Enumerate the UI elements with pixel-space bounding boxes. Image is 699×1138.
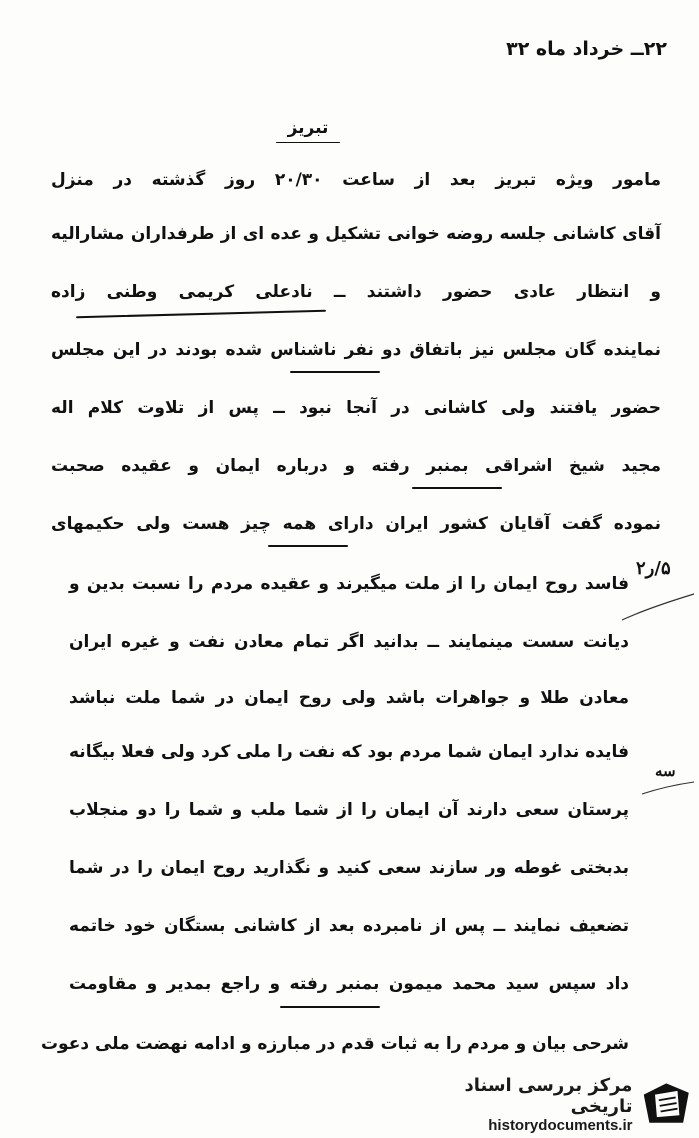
watermark-logo [411,1076,693,1132]
margin-pencil-mark-2 [640,780,696,800]
body-line-10: معادن طلا و جواهرات باشد ولی روح ایمان در شما ملت نباشد [69,688,629,708]
body-line-4: نماینده گان مجلس نیز باتفاق دو نفر ناشناس شده بودند در این مجلس [51,340,661,360]
body-line-13: بدبختی غوطه ور سازند سعی کنید و نگذارید روح ایمان را در شما [69,858,629,878]
title-underline [276,142,340,143]
body-line-15: داد سپس سید محمد میمون بمنبر رفته و راجع بمدیر و مقاومت [69,974,629,994]
body-line-3: و انتظار عادی حضور داشتند ــ نادعلی کریمی وطنی زاده [51,282,661,302]
body-line-7: نموده گفت آقایان کشور ایران دارای همه چیز هست ولی حکیمهای [51,514,661,534]
margin-note-1: ۵/ر۲ [636,558,671,579]
body-line-2: آقای کاشانی جلسه روضه خوانی تشکیل و عده ای از طرفداران مشارالیه [51,224,661,244]
body-line-12: پرستان سعی دارند آن ایمان را از شما ملب و شما را دو منجلاب [69,800,629,820]
underline-two-persons [290,371,380,373]
body-line-11: فایده ندارد ایمان شما مردم بود که نفت را ملی کرد ولی فعلا بیگانه [69,742,629,762]
body-line-8: فاسد روح ایمان را از ملت میگیرند و عقیده مردم را نسبت بدین و [69,574,629,594]
watermark-text [411,1075,632,1134]
underline-speaker [280,1006,380,1008]
watermark-url: historydocuments.ir [488,1116,633,1134]
margin-pencil-mark-1 [618,590,698,630]
body-line-1: مامور ویژه تبریز بعد از ساعت ۲۰/۳۰ روز گذشته در منزل [51,170,661,190]
underline-iran [268,545,348,547]
underline-sheikh [412,487,502,489]
archive-folder-icon [640,1078,693,1130]
watermark-name: مرکز بررسی اسناد تاریخی [464,1074,633,1117]
body-line-16: شرحی بیان و مردم را به ثبات قدم در مبارزه و ادامه نهضت ملی دعوت [40,1034,629,1054]
margin-note-2: سه [655,762,676,780]
body-line-5: حضور یافتند ولی کاشانی در آنجا نبود ــ پس از تلاوت کلام اله [51,398,661,418]
underline-names [76,310,326,319]
body-line-6: مجید شیخ اشراقی بمنبر رفته و درباره ایمان و عقیده صحبت [51,456,661,476]
body-line-9: دیانت سست مینمایند ــ بدانید اگر تمام معادن نفت و غیره ایران [69,632,629,652]
body-line-14: تضعیف نمایند ــ پس از نامبرده بعد از کاشانی بستگان خود خاتمه [69,916,629,936]
document-date: ۲۲ــ خرداد ماه ۳۲ [506,38,667,60]
document-title: تبریز [287,118,329,138]
